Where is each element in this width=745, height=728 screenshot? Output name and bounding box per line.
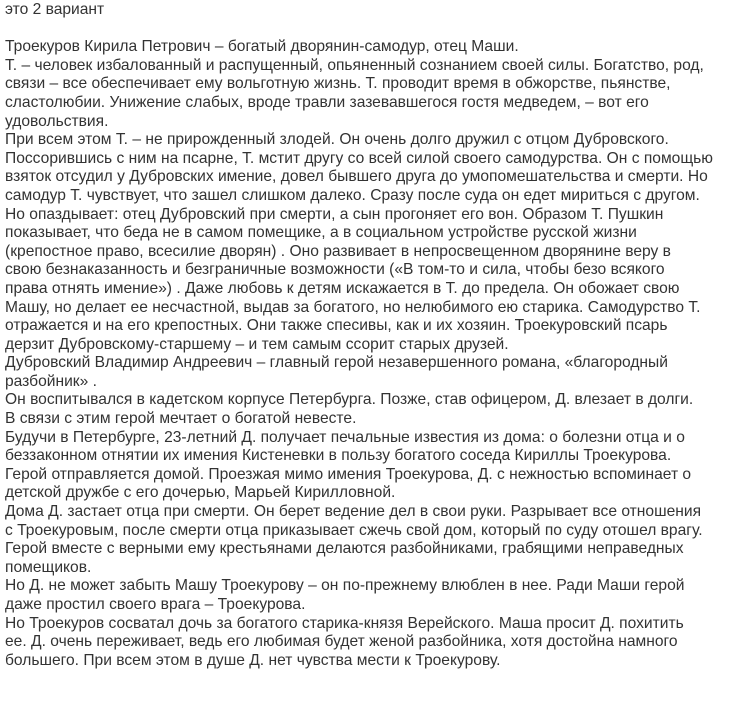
text-line: В связи с этим герой мечтает о богатой невесте. — [5, 410, 357, 428]
text-line: Дома Д. застает отца при смерти. Он берет ведение дел в свои руки. Разрывает все отношения — [5, 503, 702, 521]
text-line: дерзит Дубровскому-старшему – и тем самым ссорит старых друзей. — [5, 335, 509, 353]
text-line: помещиков. — [5, 558, 92, 576]
text-line: свою безнаказанность и безграничные возможности («В том-то и сила, чтобы безо всякого — [5, 261, 665, 279]
text-line: При всем этом Т. – не прирожденный злодей. Он очень долго дружил с отцом Дубровского. — [5, 131, 669, 149]
text-line: ее. Д. очень переживает, ведь его любимая будет женой разбойника, хотя достойна намного — [5, 633, 678, 651]
text-line: связи – все обеспечивает ему вольготную жизнь. Т. проводит время в обжорстве, пьянстве, — [5, 75, 671, 93]
text-line: Но опаздывает: отец Дубровский при смерти, а сын прогоняет его вон. Образом Т. Пушкин — [5, 205, 664, 223]
text-line: права отнять имение») . Даже любовь к детям искажается в Т. до предела. Он обожает свою — [5, 279, 680, 297]
text-line: Он воспитывался в кадетском корпусе Петербурга. Позже, став офицером, Д. влезает в долги. — [5, 391, 694, 409]
text-line: (крепостное право, всесилие дворян) . Оно развивает в непросвещенном дворянине веру в — [5, 242, 671, 260]
text-line: отражается и на его крепостных. Они также спесивы, как и их хозяин. Троекуровский псарь — [5, 317, 668, 335]
text-line: Но Троекуров сосватал дочь за богатого старика-князя Верейского. Маша просит Д. похитить — [5, 614, 684, 632]
text-line: Герой вместе с верными ему крестьянами делаются разбойниками, грабящими неправедных — [5, 540, 684, 558]
document-text — [5, 1, 743, 670]
text-line: сластолюбии. Унижение слабых, вроде травли зазевавшегося гостя медведем, – вот его — [5, 93, 649, 111]
text-line: удовольствия. — [5, 112, 109, 130]
text-line: детской дружбе с его дочерью, Марьей Кирилловной. — [5, 484, 396, 502]
text-line: это 2 вариант — [5, 1, 105, 18]
text-line: беззаконном отнятии их имения Кистеневки в пользу богатого соседа Кириллы Троекурова. — [5, 447, 672, 465]
text-line: разбойник» . — [5, 372, 97, 390]
text-line: с Троекуровым, после смерти отца приказывает сжечь свой дом, который по суду отошел врагу. — [5, 521, 703, 539]
text-line: показывает, что беда не в самом помещике, а в социальном устройстве русской жизни — [5, 224, 637, 242]
text-line: Дубровский Владимир Андреевич – главный герой незавершенного романа, «благородный — [5, 354, 668, 372]
text-line: Поссорившись с ним на псарне, Т. мстит другу со всей силой своего самодурства. Он с помощью — [5, 149, 713, 167]
text-line: Будучи в Петербурге, 23-летний Д. получает печальные известия из дома: о болезни отца и о — [5, 428, 685, 446]
text-line: Но Д. не может забыть Машу Троекурову – он по-прежнему влюблен в нее. Ради Маши герой — [5, 577, 685, 595]
text-line: большего. При всем этом в душе Д. нет чувства мести к Троекурову. — [5, 651, 501, 669]
text-line: самодур Т. чувствует, что зашел слишком далеко. Сразу после суда он едет мириться с другом. — [5, 186, 700, 204]
text-line: Троекуров Кирила Петрович – богатый дворянин-самодур, отец Маши. — [5, 38, 519, 56]
text-line: Машу, но делает ее несчастной, выдав за богатого, но нелюбимого ею старика. Самодурство Т. — [5, 298, 701, 316]
blank-line — [5, 20, 743, 39]
text-line: Т. – человек избалованный и распущенный, опьяненный сознанием своей силы. Богатство, род, — [5, 56, 704, 74]
text-line: Герой отправляется домой. Проезжая мимо имения Троекурова, Д. с нежностью вспоминает о — [5, 465, 692, 483]
text-line: взяток отсудил у Дубровских имение, довел бывшего друга до умопомешательства и смерти. Но — [5, 168, 708, 186]
text-line: даже простил своего врага – Троекурова. — [5, 596, 306, 613]
